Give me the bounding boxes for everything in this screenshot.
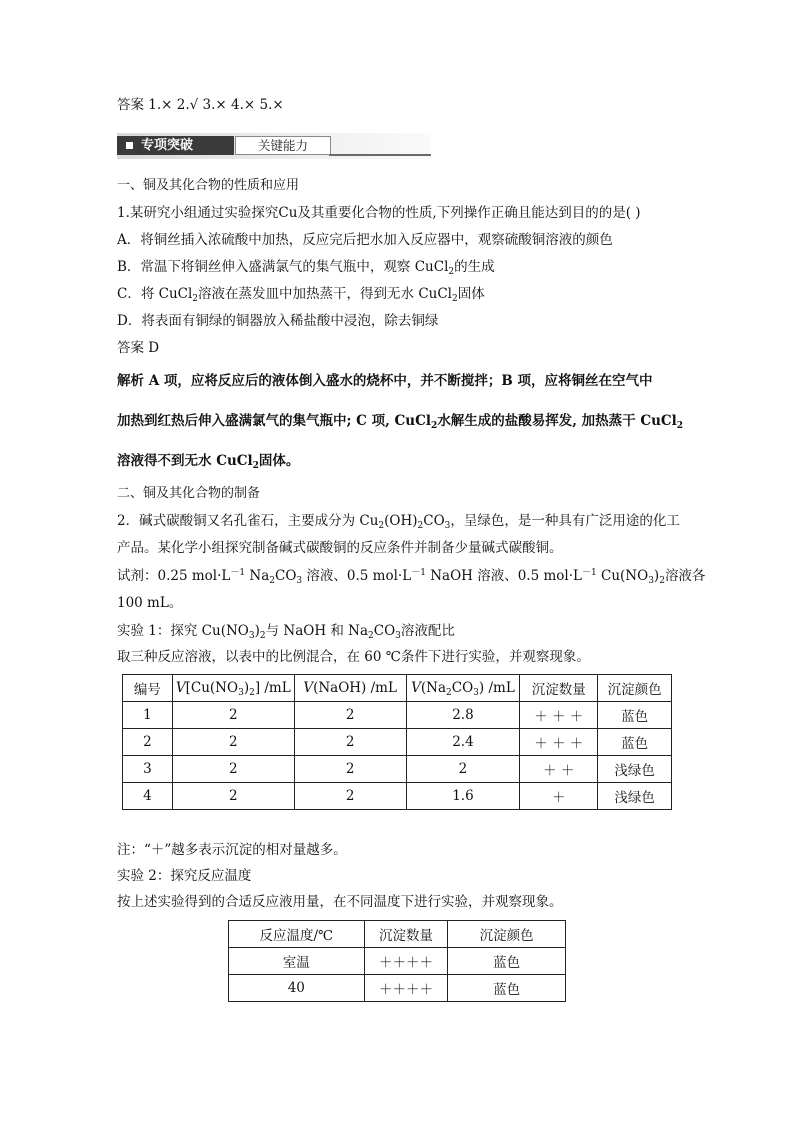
table-row (123, 702, 672, 729)
analysis-line-3: 溶液得不到无水 CuCl$_2$固体。 (117, 453, 300, 471)
banner-dark-label: 专项突破 (141, 138, 194, 153)
table-cell: 2 (123, 729, 173, 756)
option-c: C．将 CuCl$_2$溶液在蒸发皿中加热蒸干，得到无水 CuCl$_2$固体 (117, 286, 485, 304)
analysis-line-2: 加热到红热后伸入盛满氯气的集气瓶中; C 项, CuCl$_2$水解生成的盐酸易挥发, 加热蒸干 CuCl$_2$ (117, 413, 684, 431)
table-row (123, 756, 672, 783)
table-1 (122, 674, 672, 810)
question-2-line-2: 产品。某化学小组探究制备碱式碳酸铜的反应条件并制备少量碱式碳酸铜。 (117, 540, 563, 556)
answer-line: 答案 1.× 2.√ 3.× 4.× 5.× (117, 97, 284, 113)
question-1: 1.某研究小组通过实验探究Cu及其重要化合物的性质,下列操作正确且能达到目的的是( ) (117, 205, 641, 221)
table-note: 注：“＋”越多表示沉淀的相对量越多。 (117, 842, 347, 858)
header-cell: 沉淀数量 (364, 921, 448, 948)
table-cell: ＋ (520, 783, 598, 810)
experiment-1-title: 实验 1：探究 $Cu(NO_3)_2$与 NaOH 和 $Na_2CO_3$溶液配比 (117, 623, 455, 641)
table-cell: 蓝色 (448, 948, 566, 975)
banner-dark-tab (117, 136, 234, 155)
header-cell: 编号 (123, 675, 173, 702)
table-row (123, 729, 672, 756)
experiment-1-desc: 取三种反应溶液，以表中的比例混合，在 60 ℃条件下进行实验，并观察现象。 (117, 649, 590, 665)
table-2 (228, 920, 566, 1002)
table-row (123, 783, 672, 810)
table-cell: 2 (172, 756, 294, 783)
question-2-line-1: 2．碱式碳酸铜又名孔雀石，主要成分为 $Cu_2(OH)_2CO_3$，呈绿色，是一种具有广泛用途的化工 (117, 513, 680, 531)
option-d: D．将表面有铜绿的铜器放入稀盐酸中浸泡，除去铜绿 (117, 313, 439, 329)
experiment-2-desc: 按上述实验得到的合适反应液用量，在不同温度下进行实验，并观察现象。 (117, 894, 563, 910)
table-cell: 2 (294, 702, 406, 729)
table-row (229, 948, 566, 975)
table-cell: 2 (294, 783, 406, 810)
section1-title: 一、铜及其化合物的性质和应用 (117, 178, 300, 193)
header-cell: 沉淀颜色 (598, 675, 672, 702)
header-cell: 沉淀颜色 (448, 921, 566, 948)
table-cell: 1 (123, 702, 173, 729)
section-banner (117, 133, 431, 159)
header-cell: 沉淀数量 (520, 675, 598, 702)
table-cell: ＋＋＋＋ (364, 948, 448, 975)
table-cell: 蓝色 (598, 702, 672, 729)
table-cell: ＋ ＋ ＋ (520, 702, 598, 729)
option-a: A．将铜丝插入浓硫酸中加热，反应完后把水加入反应器中，观察硫酸铜溶液的颜色 (117, 232, 613, 248)
analysis-line-1: 解析 A 项，应将反应后的液体倒入盛水的烧杯中，并不断搅拌；B 项，应将铜丝在空气中 (117, 373, 653, 389)
table-cell: 2.8 (406, 702, 520, 729)
table-cell: 2 (172, 783, 294, 810)
table-cell: ＋ ＋ ＋ (520, 729, 598, 756)
table-cell: 2 (406, 756, 520, 783)
table-1-header (123, 675, 672, 702)
table-cell: 浅绿色 (598, 783, 672, 810)
table-2-header (229, 921, 566, 948)
square-icon (126, 142, 133, 149)
table-cell: ＋＋＋＋ (364, 975, 448, 1002)
table-cell: 2 (172, 702, 294, 729)
answer-1: 答案 D (117, 340, 160, 356)
reagent-line-2: 100 mL。 (117, 595, 183, 611)
table-cell: 3 (123, 756, 173, 783)
table-row (229, 975, 566, 1002)
banner-light-label: 关键能力 (235, 136, 331, 155)
reagent-line: 试剂：0.25 $mol\cdot L^{-1}$ $Na_2CO_3$ 溶液、0.5 $mol\cdot L^{-1}$ NaOH 溶液、0.5 $mol\cdot L^{-1}$ $Cu(NO_3)_2$溶液各 (117, 568, 706, 586)
table-cell: 蓝色 (598, 729, 672, 756)
option-b: B．常温下将铜丝伸入盛满氯气的集气瓶中，观察 CuCl$_2$的生成 (117, 259, 495, 277)
table-cell: 2.4 (406, 729, 520, 756)
table-cell: 2 (172, 729, 294, 756)
banner-rule (329, 154, 431, 156)
section2-title: 二、铜及其化合物的制备 (117, 486, 261, 501)
header-cell: V(NaOH) /mL (294, 675, 406, 702)
experiment-2-title: 实验 2：探究反应温度 (117, 868, 252, 884)
table-cell: ＋ ＋ (520, 756, 598, 783)
table-cell: 4 (123, 783, 173, 810)
header-cell: 反应温度/℃ (229, 921, 365, 948)
header-cell: $V(Na_2CO_3)$ /mL (406, 675, 520, 702)
table-cell: 室温 (229, 948, 365, 975)
table-cell: 40 (229, 975, 365, 1002)
table-cell: 蓝色 (448, 975, 566, 1002)
header-cell: $V[Cu(NO_3)_2]$ /mL (172, 675, 294, 702)
table-cell: 2 (294, 729, 406, 756)
table-cell: 2 (294, 756, 406, 783)
table-cell: 1.6 (406, 783, 520, 810)
table-cell: 浅绿色 (598, 756, 672, 783)
